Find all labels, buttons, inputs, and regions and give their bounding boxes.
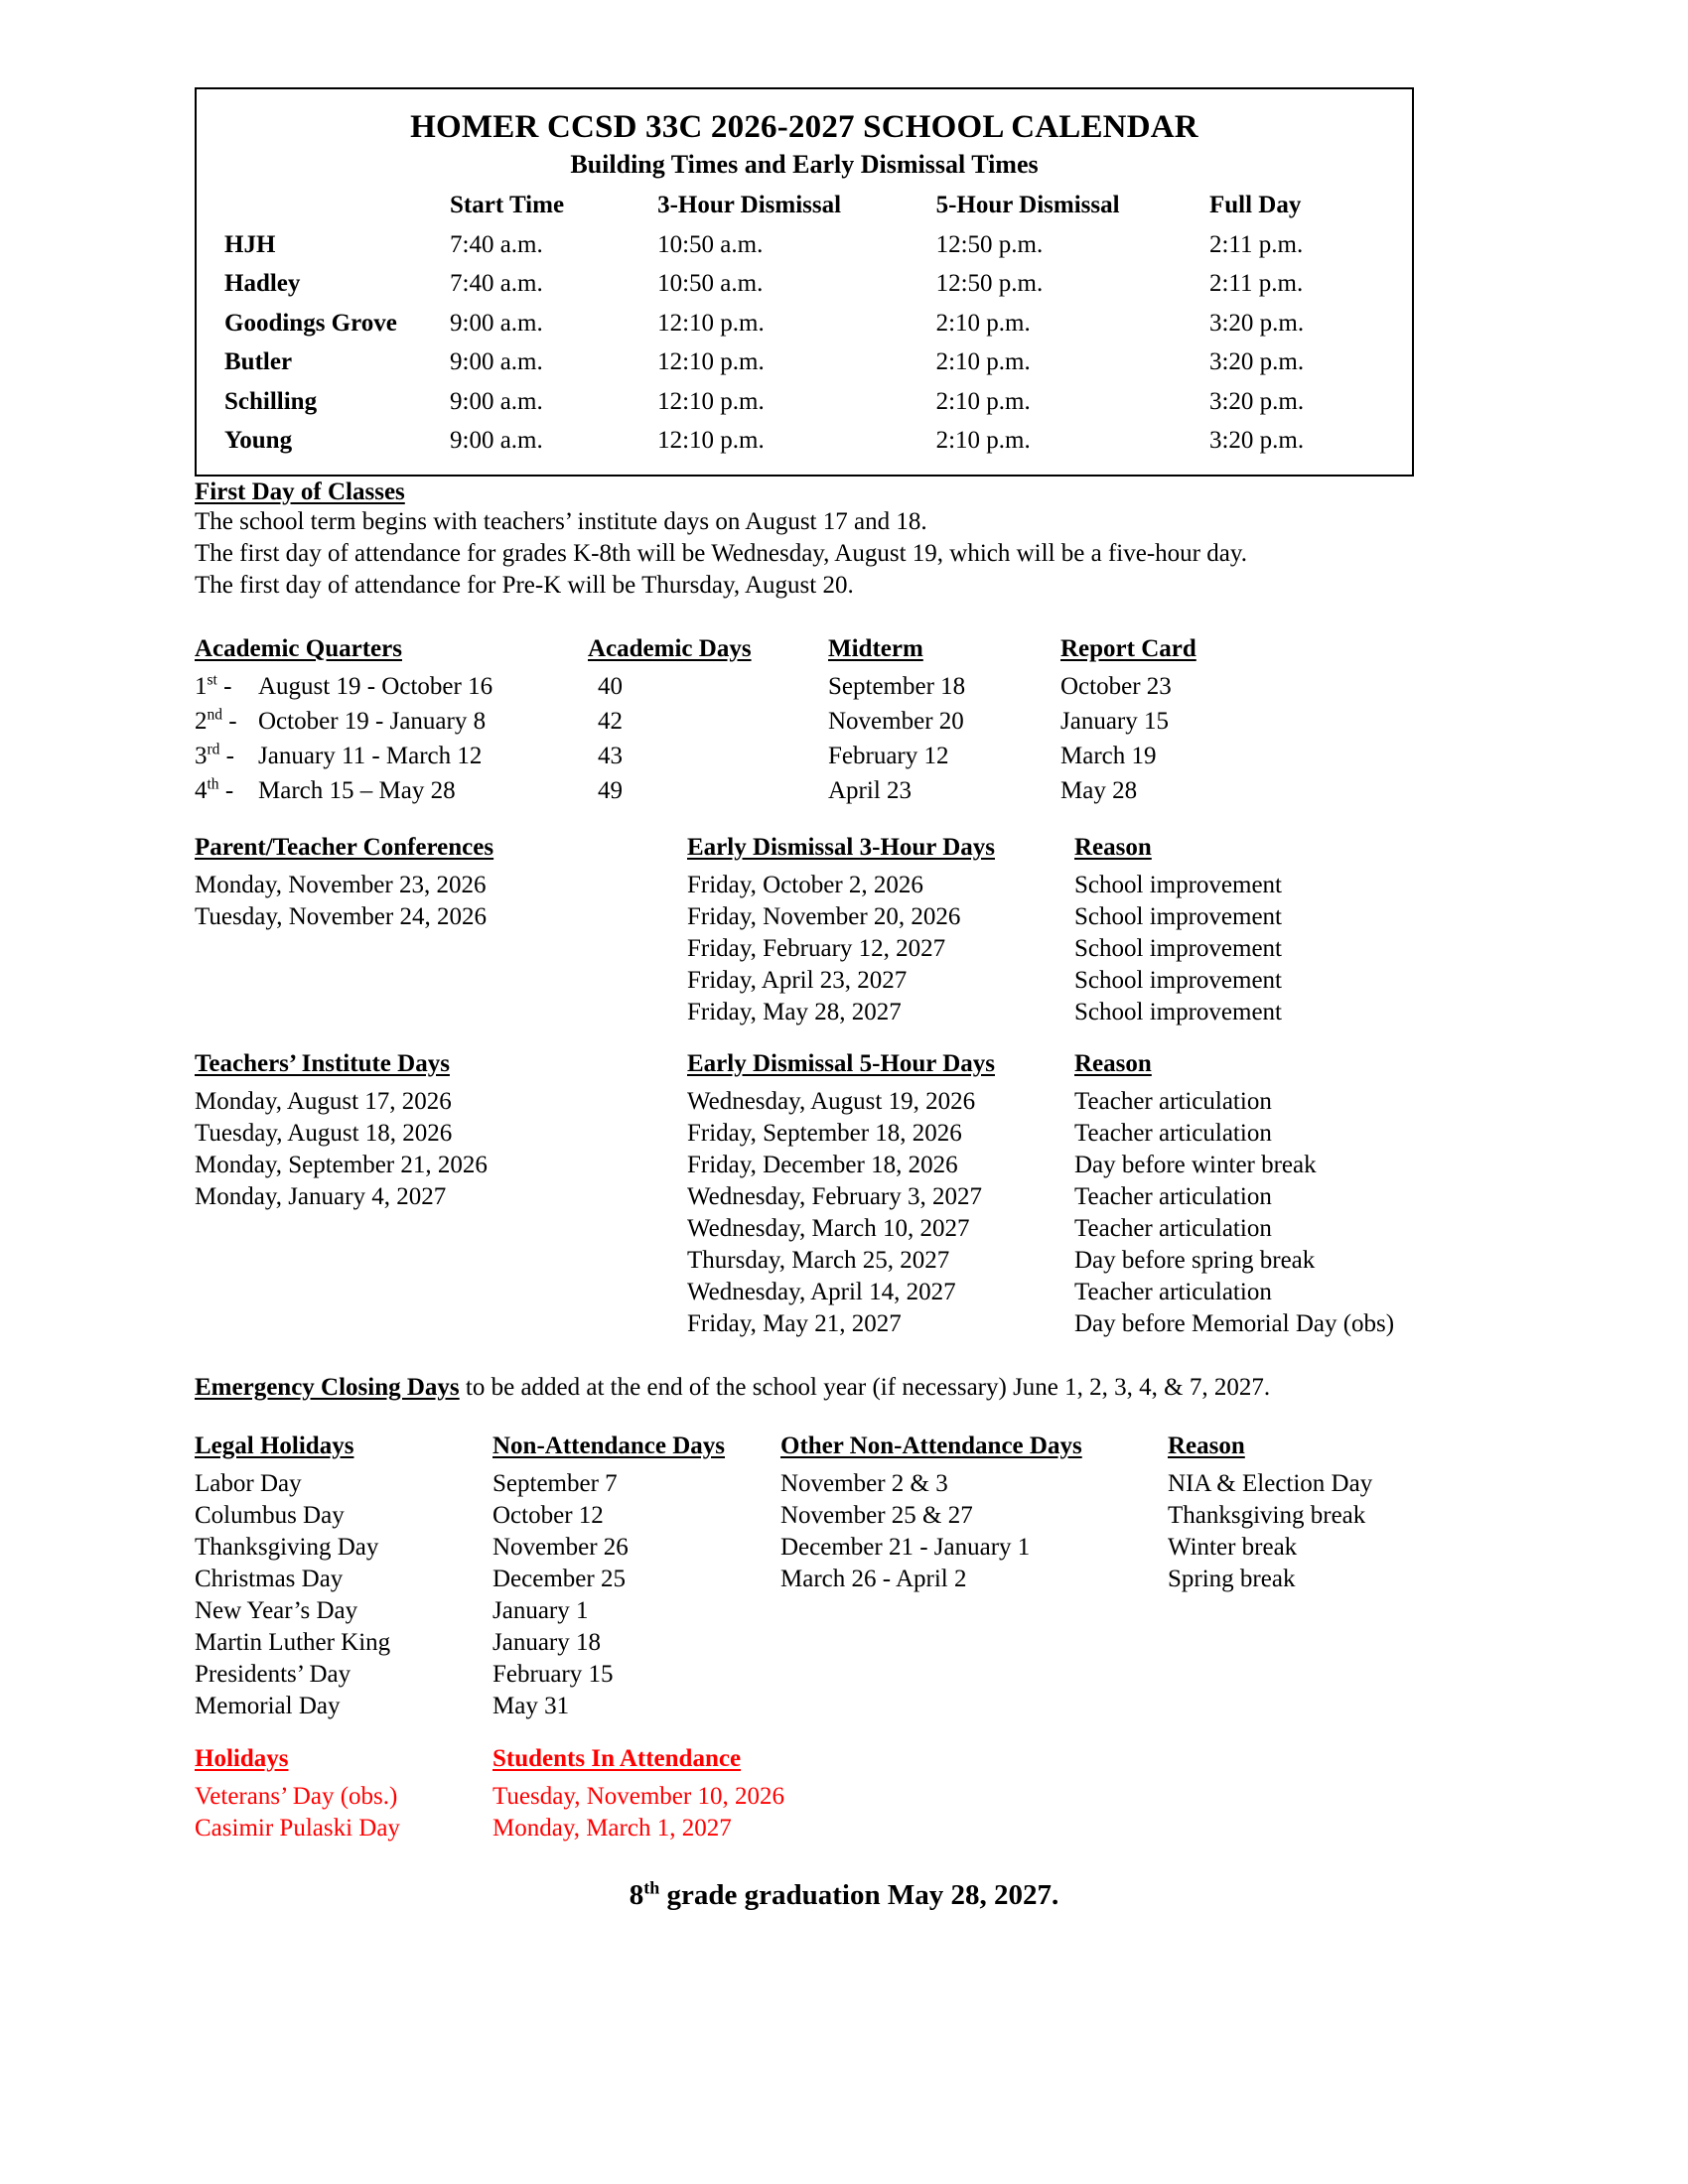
legal-holiday-date: January 18 — [492, 1629, 601, 1656]
quarter-report-card: March 19 — [1060, 743, 1157, 769]
table-row — [197, 421, 1412, 461]
list-item — [195, 1277, 1585, 1308]
quarter-days: 42 — [598, 708, 623, 735]
midterm-heading: Midterm — [828, 635, 923, 662]
quarter-midterm: February 12 — [828, 743, 949, 769]
table-row — [195, 1595, 1585, 1627]
other-nonattend-reason: NIA & Election Day — [1168, 1470, 1373, 1497]
quarter-row — [195, 775, 1436, 810]
table-row — [195, 1659, 1585, 1691]
dismissal-3hour-date: Friday, April 23, 2027 — [687, 967, 908, 994]
table-row — [197, 382, 1412, 422]
cell-building: Hadley — [224, 270, 301, 298]
students-in-attendance-heading: Students In Attendance — [492, 1745, 742, 1772]
legal-holiday-date: October 12 — [492, 1502, 604, 1529]
quarter-row — [195, 741, 1436, 775]
conference-date: Tuesday, November 24, 2026 — [195, 903, 487, 930]
graduation-note — [0, 1879, 1688, 1912]
dismissal-5hour-reason: Teacher articulation — [1074, 1183, 1272, 1210]
cell-building: Young — [224, 427, 293, 455]
institute-date: Tuesday, August 18, 2026 — [195, 1120, 453, 1147]
institute-date: Monday, January 4, 2027 — [195, 1183, 447, 1210]
attendance-holidays-heading: Holidays — [195, 1745, 289, 1772]
quarter-dash: - — [225, 743, 234, 769]
table-row — [197, 304, 1412, 343]
page-title: HOMER CCSD 33C 2026-2027 SCHOOL CALENDAR — [410, 109, 1198, 145]
legal-holidays-heading: Legal Holidays — [195, 1433, 354, 1459]
legal-holiday-name: Martin Luther King — [195, 1629, 391, 1656]
col-header-5hour: 5-Hour Dismissal — [935, 192, 1120, 219]
legal-holiday-date: September 7 — [492, 1470, 618, 1497]
dismissal-5hour-reason: Teacher articulation — [1074, 1088, 1272, 1115]
quarter-dash: - — [223, 673, 232, 700]
cell-5hour: 2:10 p.m. — [935, 309, 1031, 337]
legal-holiday-name: New Year’s Day — [195, 1597, 358, 1624]
col-header-building — [197, 186, 450, 225]
quarter-midterm: April 23 — [828, 777, 913, 804]
cell-full-day: 3:20 p.m. — [1208, 427, 1305, 455]
quarter-ordinal-suffix: rd — [207, 741, 220, 758]
quarter-report-card: January 15 — [1060, 708, 1169, 735]
institute-and-5hour-section — [195, 1050, 1585, 1340]
attendance-holiday-name: Casimir Pulaski Day — [195, 1815, 400, 1842]
legal-holiday-date: November 26 — [492, 1534, 629, 1561]
quarter-ordinal-suffix: st — [207, 671, 217, 689]
table-row — [195, 1564, 1585, 1595]
cell-start: 9:00 a.m. — [450, 427, 543, 455]
non-attendance-days-heading: Non-Attendance Days — [492, 1433, 726, 1459]
list-item — [195, 1308, 1585, 1340]
dismissal-5hour-reason: Day before winter break — [1074, 1152, 1317, 1178]
cell-5hour: 12:50 p.m. — [935, 230, 1044, 258]
dismissal-5hour-reason: Day before spring break — [1074, 1247, 1316, 1274]
list-item — [195, 1245, 1585, 1277]
cell-building: Goodings Grove — [224, 309, 397, 337]
first-day-line-1: The school term begins with teachers’ institute days on August 17 and 18. — [195, 508, 927, 535]
legal-holiday-date: May 31 — [492, 1693, 570, 1719]
quarter-ordinal: 1 — [195, 673, 208, 700]
quarter-report-card: May 28 — [1060, 777, 1138, 804]
building-times-box — [195, 87, 1414, 477]
table-row — [197, 225, 1412, 265]
cell-start: 7:40 a.m. — [450, 230, 543, 258]
legal-holiday-date: January 1 — [492, 1597, 589, 1624]
quarter-range: August 19 - October 16 — [258, 673, 493, 700]
first-day-section — [195, 478, 1247, 602]
cell-full-day: 3:20 p.m. — [1208, 387, 1305, 415]
list-item — [195, 933, 1485, 965]
table-row — [195, 1813, 1188, 1844]
cell-start: 7:40 a.m. — [450, 270, 543, 298]
table-row — [195, 1691, 1585, 1722]
table-row — [195, 1781, 1188, 1813]
cell-start: 9:00 a.m. — [450, 309, 543, 337]
cell-3hour: 12:10 p.m. — [657, 427, 765, 455]
institute-days-heading: Teachers’ Institute Days — [195, 1050, 450, 1077]
legal-holiday-name: Memorial Day — [195, 1693, 341, 1719]
list-item — [195, 965, 1485, 997]
cell-full-day: 3:20 p.m. — [1208, 348, 1305, 376]
quarter-row — [195, 706, 1436, 741]
list-item — [195, 901, 1485, 933]
attendance-holiday-date: Tuesday, November 10, 2026 — [492, 1783, 784, 1810]
cell-3hour: 10:50 a.m. — [657, 230, 764, 258]
first-day-heading: First Day of Classes — [195, 478, 405, 505]
dismissal-5hour-date: Thursday, March 25, 2027 — [687, 1247, 950, 1274]
list-item — [195, 997, 1485, 1028]
dismissal-5hour-heading: Early Dismissal 5-Hour Days — [687, 1050, 995, 1077]
dismissal-3hour-reason: School improvement — [1074, 903, 1282, 930]
quarter-range: October 19 - January 8 — [258, 708, 487, 735]
col-header-start-time: Start Time — [450, 192, 565, 219]
other-nonattend-date: December 21 - January 1 — [780, 1534, 1031, 1561]
dismissal-5hour-date: Wednesday, August 19, 2026 — [687, 1088, 976, 1115]
quarter-ordinal: 3 — [195, 743, 208, 769]
quarter-days: 49 — [598, 777, 623, 804]
cell-start: 9:00 a.m. — [450, 387, 543, 415]
list-item — [195, 1118, 1585, 1150]
list-item — [195, 1213, 1585, 1245]
table-row — [195, 1532, 1585, 1564]
dismissal-5hour-date: Wednesday, April 14, 2027 — [687, 1279, 956, 1305]
graduation-text: grade graduation May 28, 2027. — [659, 1879, 1059, 1911]
institute-date: Monday, August 17, 2026 — [195, 1088, 452, 1115]
table-row — [197, 342, 1412, 382]
dismissal-5hour-reason: Teacher articulation — [1074, 1279, 1272, 1305]
legal-holiday-date: December 25 — [492, 1566, 626, 1592]
table-row — [197, 264, 1412, 304]
list-item — [195, 1150, 1585, 1181]
col-header-full-day: Full Day — [1208, 192, 1302, 219]
reason-3hour-heading: Reason — [1074, 834, 1152, 861]
dismissal-3hour-reason: School improvement — [1074, 872, 1282, 898]
quarter-ordinal-suffix: nd — [207, 706, 222, 724]
quarter-days: 40 — [598, 673, 623, 700]
cell-3hour: 12:10 p.m. — [657, 387, 765, 415]
cell-5hour: 2:10 p.m. — [935, 348, 1031, 376]
other-non-attendance-heading: Other Non-Attendance Days — [780, 1433, 1082, 1459]
dismissal-3hour-reason: School improvement — [1074, 999, 1282, 1025]
quarter-report-card: October 23 — [1060, 673, 1172, 700]
conferences-heading: Parent/Teacher Conferences — [195, 834, 494, 861]
cell-start: 9:00 a.m. — [450, 348, 543, 376]
list-item — [195, 1086, 1585, 1118]
attendance-holiday-date: Monday, March 1, 2027 — [492, 1815, 732, 1842]
institute-date: Monday, September 21, 2026 — [195, 1152, 488, 1178]
building-times-table — [197, 186, 1412, 461]
table-row — [195, 1500, 1585, 1532]
holidays-reason-heading: Reason — [1168, 1433, 1245, 1459]
other-nonattend-reason: Spring break — [1168, 1566, 1296, 1592]
cell-5hour: 2:10 p.m. — [935, 387, 1031, 415]
cell-5hour: 12:50 p.m. — [935, 270, 1044, 298]
reason-5hour-heading: Reason — [1074, 1050, 1152, 1077]
col-header-3hour: 3-Hour Dismissal — [657, 192, 842, 219]
quarters-heading: Academic Quarters — [195, 635, 402, 662]
holidays-table-section — [195, 1433, 1585, 1722]
conference-date: Monday, November 23, 2026 — [195, 872, 487, 898]
dismissal-5hour-reason: Day before Memorial Day (obs) — [1074, 1310, 1395, 1337]
cell-building: HJH — [224, 230, 276, 258]
quarter-midterm: November 20 — [828, 708, 964, 735]
other-nonattend-date: March 26 - April 2 — [780, 1566, 967, 1592]
legal-holiday-name: Thanksgiving Day — [195, 1534, 379, 1561]
quarter-midterm: September 18 — [828, 673, 966, 700]
cell-3hour: 12:10 p.m. — [657, 309, 765, 337]
dismissal-3hour-reason: School improvement — [1074, 935, 1282, 962]
emergency-closing-heading: Emergency Closing Days — [195, 1374, 460, 1401]
cell-3hour: 12:10 p.m. — [657, 348, 765, 376]
attendance-holidays-section — [195, 1745, 1188, 1844]
other-nonattend-date: November 25 & 27 — [780, 1502, 973, 1529]
cell-3hour: 10:50 a.m. — [657, 270, 764, 298]
emergency-closing-section — [195, 1372, 1270, 1404]
table-row — [195, 1468, 1585, 1500]
quarter-ordinal-suffix: th — [207, 775, 219, 793]
dismissal-3hour-date: Friday, May 28, 2027 — [687, 999, 902, 1025]
list-item — [195, 1181, 1585, 1213]
academic-quarters-section — [195, 635, 1436, 810]
graduation-grade: 8 — [629, 1879, 644, 1911]
cell-building: Butler — [224, 348, 293, 376]
other-nonattend-reason: Thanksgiving break — [1168, 1502, 1366, 1529]
dismissal-5hour-reason: Teacher articulation — [1074, 1215, 1272, 1242]
attendance-holiday-name: Veterans’ Day (obs.) — [195, 1783, 398, 1810]
dismissal-5hour-reason: Teacher articulation — [1074, 1120, 1272, 1147]
dismissal-3hour-date: Friday, November 20, 2026 — [687, 903, 961, 930]
legal-holiday-name: Columbus Day — [195, 1502, 345, 1529]
academic-days-heading: Academic Days — [588, 635, 752, 662]
quarter-dash: - — [224, 777, 234, 804]
cell-building: Schilling — [224, 387, 318, 415]
quarter-dash: - — [228, 708, 237, 735]
table-row — [195, 1627, 1585, 1659]
first-day-line-2: The first day of attendance for grades K-8th will be Wednesday, August 19, which will be a five-hour day. — [195, 540, 1247, 567]
other-nonattend-reason: Winter break — [1168, 1534, 1298, 1561]
quarter-ordinal: 2 — [195, 708, 208, 735]
quarter-range: March 15 – May 28 — [258, 777, 456, 804]
quarter-ordinal: 4 — [195, 777, 208, 804]
table-header-row — [197, 186, 1412, 225]
legal-holiday-name: Presidents’ Day — [195, 1661, 352, 1688]
legal-holiday-name: Labor Day — [195, 1470, 302, 1497]
quarter-days: 43 — [598, 743, 623, 769]
dismissal-5hour-date: Wednesday, March 10, 2027 — [687, 1215, 970, 1242]
page-subtitle: Building Times and Early Dismissal Times — [570, 150, 1039, 180]
cell-5hour: 2:10 p.m. — [935, 427, 1031, 455]
graduation-grade-suffix: th — [643, 1877, 660, 1898]
dismissal-5hour-date: Wednesday, February 3, 2027 — [687, 1183, 982, 1210]
list-item — [195, 870, 1485, 901]
dismissal-3hour-heading: Early Dismissal 3-Hour Days — [687, 834, 995, 861]
dismissal-5hour-date: Friday, September 18, 2026 — [687, 1120, 962, 1147]
quarter-range: January 11 - March 12 — [258, 743, 483, 769]
legal-holiday-date: February 15 — [492, 1661, 614, 1688]
dismissal-5hour-date: Friday, May 21, 2027 — [687, 1310, 902, 1337]
quarter-row — [195, 671, 1436, 706]
other-nonattend-date: November 2 & 3 — [780, 1470, 948, 1497]
first-day-line-3: The first day of attendance for Pre-K will be Thursday, August 20. — [195, 572, 854, 599]
legal-holiday-name: Christmas Day — [195, 1566, 344, 1592]
dismissal-3hour-reason: School improvement — [1074, 967, 1282, 994]
dismissal-3hour-date: Friday, February 12, 2027 — [687, 935, 946, 962]
report-card-heading: Report Card — [1060, 635, 1196, 662]
cell-full-day: 3:20 p.m. — [1208, 309, 1305, 337]
dismissal-5hour-date: Friday, December 18, 2026 — [687, 1152, 958, 1178]
emergency-closing-text: to be added at the end of the school year (if necessary) June 1, 2, 3, 4, & 7, 2027. — [459, 1374, 1271, 1401]
conferences-and-3hour-section — [195, 834, 1485, 1028]
dismissal-3hour-date: Friday, October 2, 2026 — [687, 872, 923, 898]
cell-full-day: 2:11 p.m. — [1208, 270, 1304, 298]
cell-full-day: 2:11 p.m. — [1208, 230, 1304, 258]
